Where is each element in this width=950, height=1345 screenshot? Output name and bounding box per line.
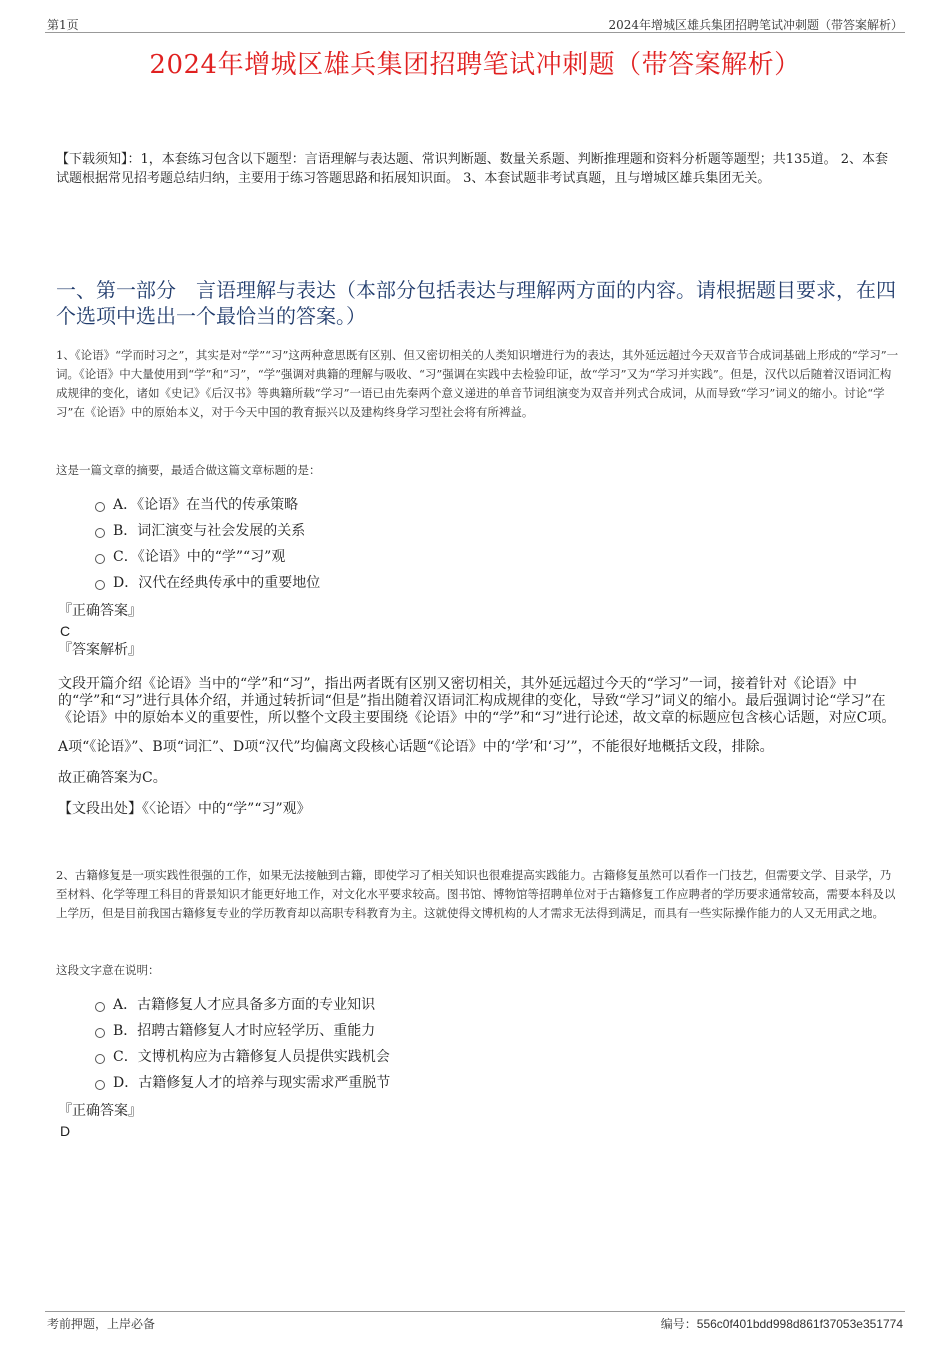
- radio-icon[interactable]: [95, 1002, 105, 1012]
- option-label: B．词汇演变与社会发展的关系: [113, 523, 306, 539]
- radio-icon[interactable]: [95, 502, 105, 512]
- question-1-prompt: 这是一篇文章的摘要，最适合做这篇文章标题的是：: [56, 463, 321, 477]
- question-1-analysis: [58, 676, 900, 826]
- analysis-label: 『答案解析』: [58, 642, 142, 658]
- question-1-text: 1、《论语》“学而时习之”，其实是对“学”“习”这两种意思既有区别、但又密切相关的人类知识增进行为的表达，其外延远超过今天双音节合成词基础上形成的“学习”一词。《论语》中大量使用到“学”和“习”，“学”强调对典籍的理解与吸收、“习”强调在实践中去检验印证，故“学习”又为“学习并实践”。但是，汉代以后随着汉语词汇构成规律的变化，诸如《史记》《后汉书》等典籍所载“学习”一语已由先秦两个意义递进的单音节词组演变为双音并列式合成词，从而导致“学习”词义的缩小。讨论“学习”在《论语》中的原始本义，对于今天中国的教育振兴以及建构终身学习型社会将有所裨益。: [56, 348, 899, 419]
- question-2-options: [95, 996, 390, 1100]
- option-a[interactable]: [95, 496, 320, 522]
- question-2-text: 2、古籍修复是一项实践性很强的工作，如果无法接触到古籍，即使学习了相关知识也很难提高实践能力。古籍修复虽然可以看作一门技艺，但需要文学、目录学，乃至材料、化学等理工科目的背景知识才能更好地工作，对文化水平要求较高。图书馆、博物馆等招聘单位对于古籍修复工作应聘者的学历要求通常较高，需要本科及以上学历，但是目前我国古籍修复专业的学历教育却以高职专科教育为主。这就使得文博机构的人才需求无法得到满足，而具有一些实际操作能力的人又无用武之地。: [56, 868, 896, 920]
- option-label: A．古籍修复人才应具备多方面的专业知识: [113, 997, 376, 1013]
- analysis-paragraph: 文段开篇介绍《论语》当中的“学”和“习”，指出两者既有区别又密切相关，其外延远超过今天的“学习”一词，接着针对《论语》中的“学”和“习”进行具体介绍，并通过转折词“但是”指出随着汉语词汇构成规律的变化，导致“学习”词义的缩小。最后强调讨论“学习”在《论语》中的原始本义的重要性，所以整个文段主要围绕《论语》中的“学”和“习”进行论述，故文章的标题应包含核心话题，对应C项。: [58, 676, 896, 726]
- option-c[interactable]: [95, 1048, 390, 1074]
- document-code: [661, 1315, 903, 1332]
- option-b[interactable]: [95, 1022, 390, 1048]
- correct-answer: C: [60, 623, 71, 639]
- option-label: D．古籍修复人才的培养与现实需求严重脱节: [113, 1075, 391, 1091]
- analysis-paragraph: A项“《论语》”、B项“词汇”、D项“汉代”均偏离文段核心话题“《论语》中的‘学’和‘习’”，不能很好地概括文段，排除。: [58, 739, 774, 755]
- option-b[interactable]: [95, 522, 320, 548]
- text-source: 【文段出处】《〈论语〉中的“学”“习”观》: [58, 801, 311, 817]
- page-footer: [45, 1311, 905, 1332]
- analysis-paragraph: 故正确答案为C。: [58, 770, 167, 786]
- radio-icon[interactable]: [95, 528, 105, 538]
- footer-slogan: 考前押题，上岸必备: [47, 1317, 156, 1331]
- question-2-prompt: 这段文字意在说明：: [56, 963, 160, 977]
- option-c[interactable]: [95, 548, 320, 574]
- page-number: 第1页: [47, 18, 79, 32]
- question-1-answer-block: [58, 602, 900, 660]
- option-d[interactable]: [95, 1074, 390, 1100]
- option-label: D．汉代在经典传承中的重要地位: [113, 575, 321, 591]
- option-label: B．招聘古籍修复人才时应轻学历、重能力: [113, 1023, 376, 1039]
- question-1-options: [95, 496, 320, 600]
- document-title: 2024年增城区雄兵集团招聘笔试冲刺题（带答案解析）: [149, 50, 801, 80]
- radio-icon[interactable]: [95, 1054, 105, 1064]
- download-notice: 【下载须知】：1，本套练习包含以下题型：言语理解与表达题、常识判断题、数量关系题、判断推理题和资料分析题等题型；共135道。 2、本套试题根据常见招考题总结归纳，主要用于练习答题思路和拓展知识面。 3、本套试题非考试真题，且与增城区雄兵集团无关。: [56, 152, 888, 186]
- radio-icon[interactable]: [95, 554, 105, 564]
- document-code-value: 556c0f401bdd998d861f37053e351774: [696, 1317, 903, 1331]
- correct-answer: D: [60, 1123, 71, 1139]
- option-label: C．文博机构应为古籍修复人员提供实践机会: [113, 1049, 390, 1065]
- option-d[interactable]: [95, 574, 320, 600]
- option-a[interactable]: [95, 996, 390, 1022]
- page-header: [45, 14, 905, 33]
- option-label: C．《论语》中的“学”“习”观: [113, 549, 286, 565]
- option-label: A．《论语》在当代的传承策略: [113, 497, 299, 513]
- header-doc-name: 2024年增城区雄兵集团招聘笔试冲刺题（带答案解析）: [608, 18, 903, 32]
- radio-icon[interactable]: [95, 1080, 105, 1090]
- question-2-answer-block: [58, 1102, 900, 1141]
- correct-answer-label: 『正确答案』: [58, 603, 142, 619]
- section-title: 一、第一部分 言语理解与表达（本部分包括表达与理解两方面的内容。请根据题目要求，在四个选项中选出一个最恰当的答案。）: [56, 278, 896, 328]
- document-code-label: 编号：: [660, 1317, 697, 1331]
- correct-answer-label: 『正确答案』: [58, 1103, 142, 1119]
- radio-icon[interactable]: [95, 1028, 105, 1038]
- radio-icon[interactable]: [95, 580, 105, 590]
